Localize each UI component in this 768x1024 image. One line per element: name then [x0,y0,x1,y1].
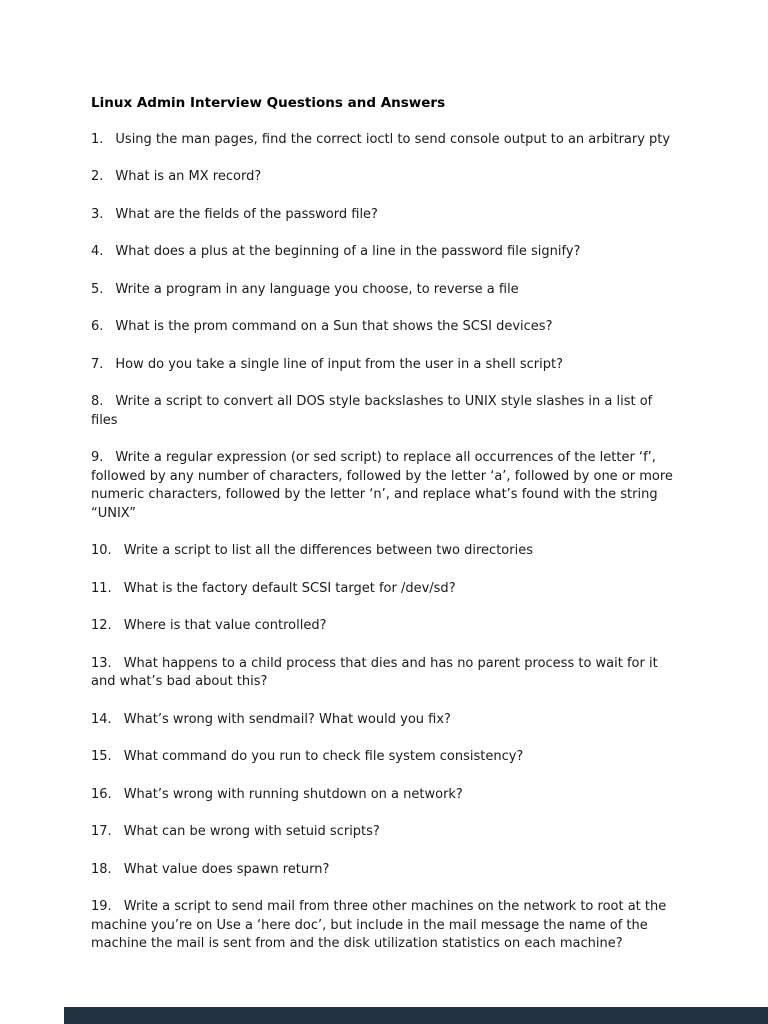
question-number: 6. [91,319,104,334]
question-number: 18. [91,861,112,877]
question-item [91,206,679,225]
question-item [91,580,679,599]
question-number: 16. [91,786,112,802]
question-text: Write a program in any language you choose, to reverse a file [115,281,519,297]
question-text: What does a plus at the beginning of a line in the password file signify? [115,244,581,259]
question-item [91,655,679,692]
question-item [91,243,679,262]
question-number: 11. [91,580,112,596]
question-text: Write a script to list all the differences between two directories [123,543,533,558]
question-text: What’s wrong with running shutdown on a network? [123,786,463,802]
question-text: What can be wrong with setuid scripts? [123,824,380,839]
question-item [91,542,679,561]
question-number: 1. [91,131,104,147]
question-item [91,861,679,880]
question-number: 12. [91,618,112,633]
question-text: Where is that value controlled? [123,618,327,633]
question-text: What is an MX record? [115,169,262,184]
question-item [91,168,679,187]
question-item [91,131,679,150]
question-item [91,393,679,430]
question-text: What is the factory default SCSI target for /dev/sd? [123,580,456,596]
question-list [91,131,679,954]
question-text: What’s wrong with sendmail? What would you fix? [123,711,451,727]
page-title: Linux Admin Interview Questions and Answers [91,95,446,111]
question-item [91,318,679,337]
question-item [91,748,679,767]
question-text: What are the fields of the password file? [115,206,378,222]
question-item [91,356,679,375]
question-text: Write a script to convert all DOS style backslashes to UNIX style slashes in a list of files [91,394,653,428]
question-number: 9. [91,450,104,465]
question-text: Write a regular expression (or sed script) to replace all occurrences of the letter ‘f’, followed by any number of characters, followed by the letter ‘a’, followed by one or more numeric characters, followed by the letter ‘n’, and replace what’s found with the string “UNIX” [91,450,673,521]
question-number: 7. [91,356,104,372]
question-item [91,449,679,523]
question-number: 2. [91,169,104,184]
question-number: 15. [91,749,112,764]
question-number: 3. [91,206,104,222]
question-item [91,617,679,636]
question-item [91,281,679,300]
question-number: 8. [91,394,104,409]
footer-bar [64,1007,768,1024]
question-text: How do you take a single line of input from the user in a shell script? [115,356,563,372]
question-text: Write a script to send mail from three other machines on the network to root at the machine you’re on Use a ‘here doc’, but include in the mail message the name of the machine the mail is sent from and the disk utilization statistics on each machine? [91,899,667,951]
question-item [91,786,679,805]
question-text: Using the man pages, find the correct ioctl to send console output to an arbitrary pty [115,131,671,147]
question-number: 14. [91,711,112,727]
question-number: 17. [91,824,112,839]
question-text: What value does spawn return? [123,861,330,877]
question-text: What is the prom command on a Sun that shows the SCSI devices? [115,319,553,334]
question-item [91,898,679,954]
question-number: 13. [91,655,112,671]
question-item [91,711,679,730]
question-item [91,823,679,842]
question-text: What command do you run to check file system consistency? [123,749,524,764]
question-number: 10. [91,543,112,558]
document-page [91,94,679,973]
question-number: 19. [91,899,112,914]
question-number: 5. [91,281,104,297]
question-text: What happens to a child process that dies and has no parent process to wait for it and what’s bad about this? [91,655,658,689]
question-number: 4. [91,244,104,259]
